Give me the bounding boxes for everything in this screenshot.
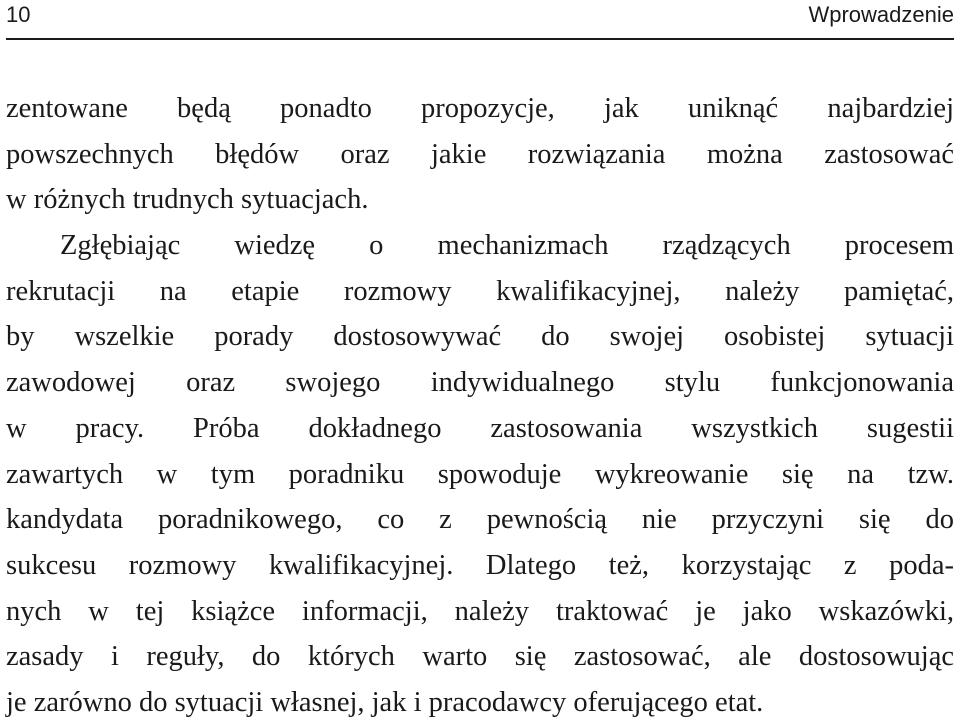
text-line: zawartych w tym poradniku spowoduje wykreowanie się na tzw. bbox=[6, 458, 954, 490]
text-line: rekrutacji na etapie rozmowy kwalifikacyjnej, należy pamiętać, bbox=[6, 275, 954, 307]
section-title: Wprowadzenie bbox=[808, 2, 954, 27]
text-line: nych w tej książce informacji, należy traktować je jako wskazówki, bbox=[6, 595, 954, 627]
text-line: by wszelkie porady dostosowywać do swojej osobistej sytuacji bbox=[6, 321, 954, 353]
text-line: powszechnych błędów oraz jakie rozwiązania można zastosować bbox=[6, 138, 954, 170]
text-line: sukcesu rozmowy kwalifikacyjnej. Dlatego też, korzystając z poda- bbox=[6, 549, 954, 581]
text-line-paragraph-start: Zgłębiając wiedzę o mechanizmach rządzących procesem bbox=[60, 230, 954, 262]
page-number: 10 bbox=[6, 2, 31, 27]
text-line: w różnych trudnych sytuacjach. bbox=[6, 184, 369, 216]
running-header bbox=[6, 0, 954, 40]
text-line: zentowane będą ponadto propozycje, jak uniknąć najbardziej bbox=[6, 93, 954, 124]
text-line: zawodowej oraz swojego indywidualnego stylu funkcjonowania bbox=[6, 367, 954, 399]
body-text bbox=[6, 86, 954, 726]
text-line: zasady i reguły, do których warto się zastosować, ale dostosowując bbox=[6, 641, 954, 673]
text-line: je zarówno do sytuacji własnej, jak i pracodawcy oferującego etat. bbox=[6, 686, 764, 718]
text-line: w pracy. Próba dokładnego zastosowania wszystkich sugestii bbox=[6, 412, 954, 444]
text-line: kandydata poradnikowego, co z pewnością nie przyczyni się do bbox=[6, 504, 954, 536]
